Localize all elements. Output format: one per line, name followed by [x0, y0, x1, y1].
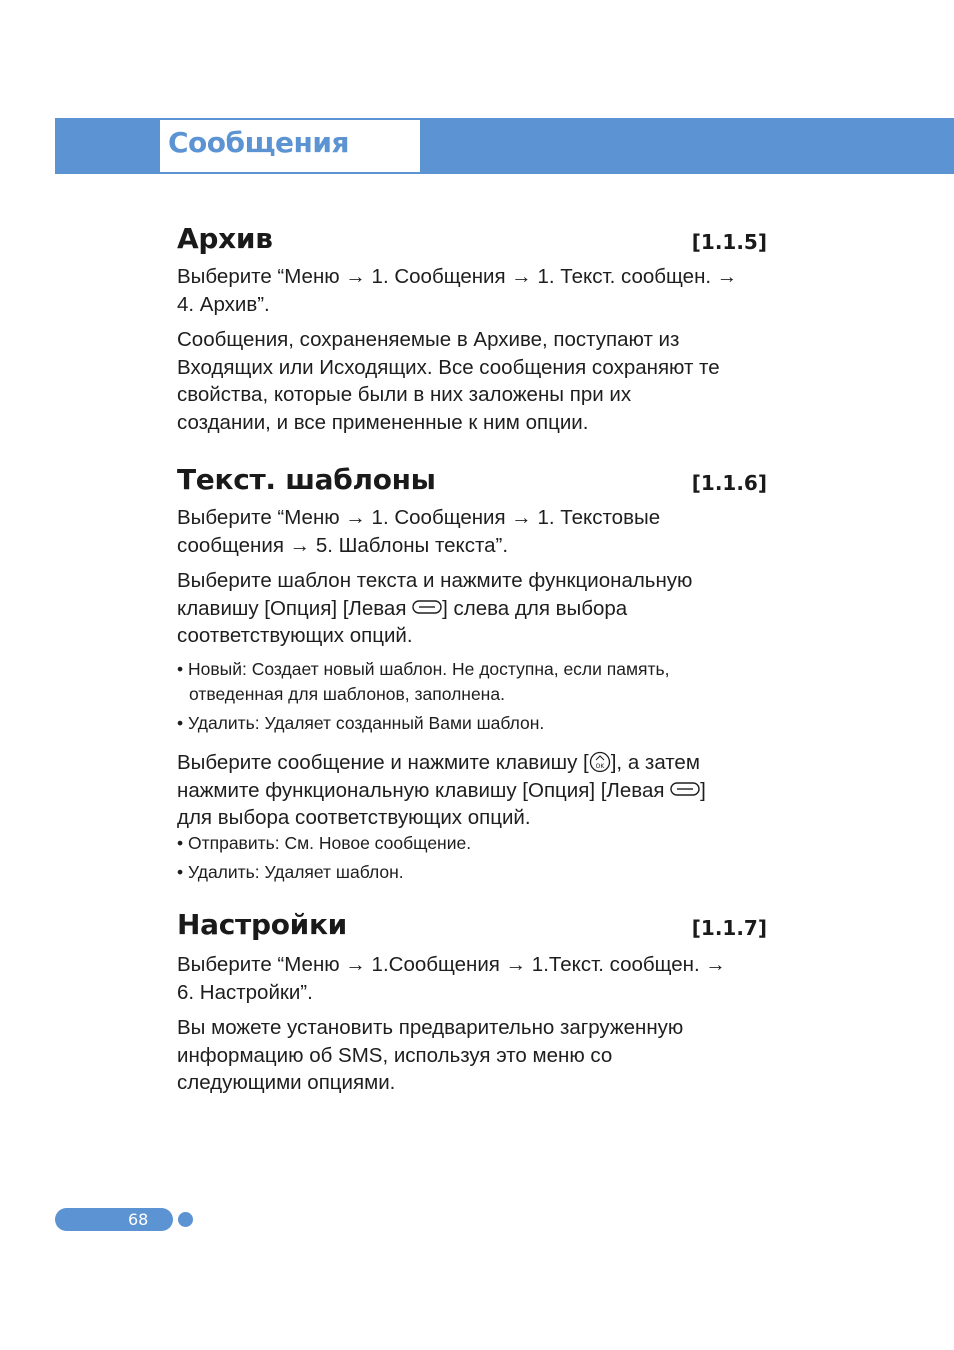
- text-line: Вы можете установить предварительно загруженную: [177, 1016, 684, 1039]
- envelope-icon: [110, 131, 152, 161]
- section-number: [1.1.5]: [691, 230, 767, 254]
- page-title: Сообщения: [168, 126, 349, 159]
- description-settings: [177, 1014, 777, 1097]
- menu-path-settings: [177, 951, 777, 1006]
- section-title: Текст. шаблоны: [177, 463, 436, 496]
- ok-key-icon: [589, 751, 611, 773]
- menu-path-archive: [177, 263, 777, 318]
- text-line: 6. Настройки”.: [177, 980, 313, 1004]
- description-templates: [177, 567, 777, 650]
- bullet-item: • Удалить: Удаляет шаблон.: [177, 862, 404, 882]
- section-heading-templates: [177, 463, 767, 503]
- page-number: 68: [128, 1210, 149, 1229]
- text-line: нажмите функциональную клавишу [Опция] [Левая ]: [177, 778, 706, 802]
- text-line: 4. Архив”.: [177, 292, 270, 316]
- text-line: для выбора соответствующих опций.: [177, 806, 531, 830]
- description-archive: [177, 326, 777, 436]
- left-soft-key-icon: [670, 782, 700, 796]
- left-soft-key-icon: [412, 600, 442, 614]
- text-line: следующими опциями.: [177, 1071, 396, 1095]
- text-line: информацию об SMS, используя это меню со: [177, 1043, 613, 1067]
- section-heading-archive: [177, 222, 767, 262]
- section-number: [1.1.6]: [691, 471, 767, 495]
- section-number: [1.1.7]: [691, 916, 767, 940]
- text-line: Выберите “Меню → 1. Сообщения → 1. Текстовые: [177, 506, 661, 529]
- text-line: Выберите сообщение и нажмите клавишу [ OK ], а затем: [177, 751, 700, 774]
- section-heading-settings: [177, 908, 767, 948]
- text-line: Выберите “Меню → 1.Сообщения → 1.Текст. сообщен. →: [177, 953, 726, 976]
- bullet-item: • Новый: Создает новый шаблон. Не доступна, если память, отведенная для шаблонов, заполнена.: [177, 659, 670, 704]
- text-line: создании, и все примененные к ним опции.: [177, 410, 589, 434]
- text-line: клавишу [Опция] [Левая ] слева для выбора: [177, 596, 628, 620]
- text-line: свойства, которые были в них заложены при их: [177, 383, 632, 407]
- svg-text:OK: OK: [595, 762, 605, 770]
- text-line: Выберите шаблон текста и нажмите функциональную: [177, 569, 693, 592]
- text-line: Выберите “Меню → 1. Сообщения → 1. Текст. сообщен. →: [177, 265, 738, 288]
- bullet-item: • Отправить: См. Новое сообщение.: [177, 833, 472, 853]
- text-line: соответствующих опций.: [177, 624, 413, 648]
- text-line: Входящих или Исходящих. Все сообщения сохраняют те: [177, 355, 720, 379]
- description-templates-2: [177, 749, 777, 832]
- menu-path-templates: [177, 504, 777, 559]
- text-line: сообщения → 5. Шаблоны текста”.: [177, 533, 509, 557]
- section-title: Архив: [177, 222, 273, 255]
- section-title: Настройки: [177, 908, 347, 941]
- bullet-item: • Удалить: Удаляет созданный Вами шаблон.: [177, 713, 545, 733]
- text-line: Сообщения, сохраненяемые в Архиве, поступают из: [177, 328, 680, 351]
